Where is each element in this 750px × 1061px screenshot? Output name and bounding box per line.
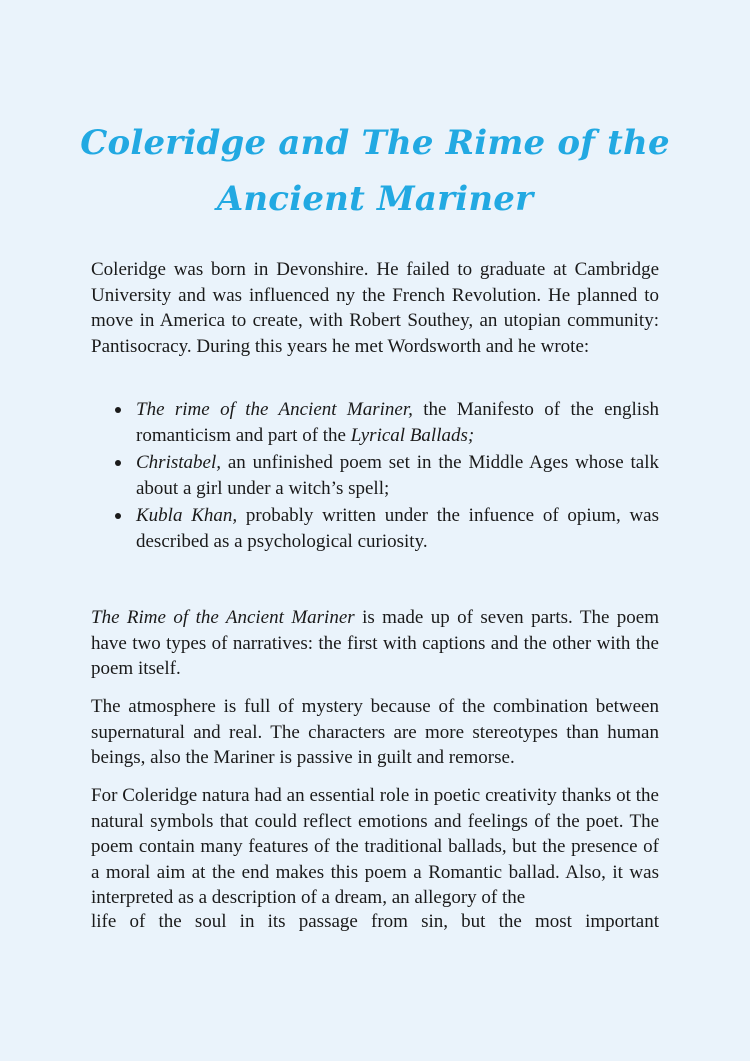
title-line-1: Coleridge and The Rime of the xyxy=(80,122,670,163)
poem-title: The Rime of the Ancient Mariner xyxy=(91,607,355,628)
work-title: Lyrical Ballads; xyxy=(350,424,475,446)
bullet-icon xyxy=(115,513,121,519)
rime-paragraph xyxy=(91,605,659,682)
works-list xyxy=(91,397,659,557)
intro-paragraph: Coleridge was born in Devonshire. He failed to graduate at Cambridge University and was influenced ny the French Revolution. He planned to move in America to create, with Robert Southey, an utopian community: Pantisocracy. During this years he met Wordsworth and he wrote: xyxy=(91,259,659,357)
rime-text: is made up of seven parts. The poem have two types of narratives: the first with captions and the other with the poem itself. xyxy=(91,607,660,680)
work-description: probably written under the infuence of opium, was described as a psychological curiosity. xyxy=(136,505,660,552)
title-line-2: Ancient Mariner xyxy=(216,178,534,219)
bullet-icon xyxy=(115,460,121,466)
bullet-icon xyxy=(115,407,121,413)
list-item xyxy=(91,397,659,448)
work-title: The rime of the Ancient Mariner, xyxy=(136,399,413,420)
work-title: Kubla Khan, xyxy=(136,505,238,527)
list-item xyxy=(91,503,659,554)
work-description: an unfinished poem set in the Middle Ages whose talk about a girl under a witch’s spell; xyxy=(136,452,659,499)
work-title: Christabel, xyxy=(136,452,221,474)
atmosphere-paragraph: The atmosphere is full of mystery because of the combination between supernatural and real. The characters are more stereotypes than human beings, also the Mariner is passive in guilt and remorse. xyxy=(91,696,659,769)
work-description: the Manifesto of the english romanticism and part of the xyxy=(136,399,659,446)
page-title xyxy=(60,115,690,227)
list-item xyxy=(91,450,659,501)
nature-paragraph-last-line: life of the soul in its passage from sin, but the most important xyxy=(91,911,659,932)
nature-paragraph: For Coleridge natura had an essential role in poetic creativity thanks ot the natural symbols that could reflect emotions and feelings of the poet. The poem contain many features of the traditional ballads, but the presence of a moral aim at the end makes this poem a Romantic ballad. Also, it was interpreted as a description of a dream, an allegory of the xyxy=(91,785,659,909)
